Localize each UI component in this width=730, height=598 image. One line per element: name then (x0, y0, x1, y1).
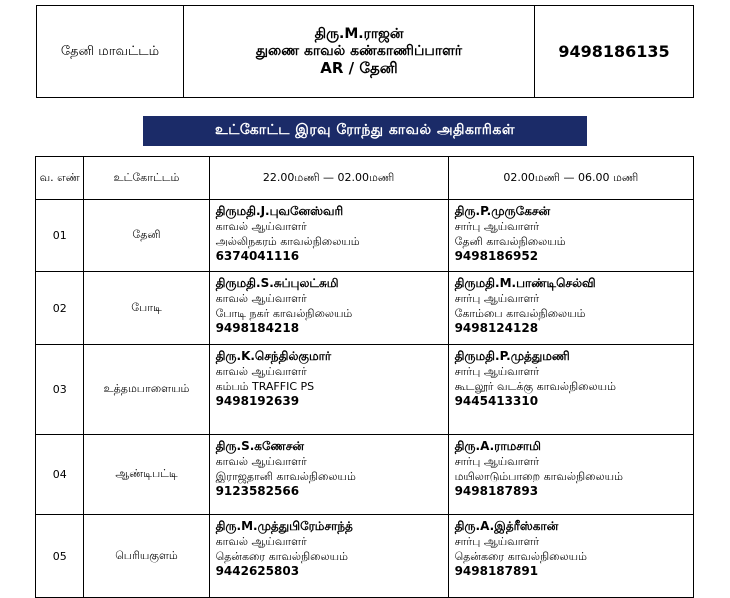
officer-name: திரு.M.ராஜன் (314, 26, 404, 42)
officer-designation: சார்பு ஆய்வாளர் (454, 535, 540, 548)
header-shift2: 02.00மணி — 06.00 மணி (448, 157, 693, 200)
officer-designation: சார்பு ஆய்வாளர் (454, 292, 540, 305)
shift1-officer (209, 200, 448, 272)
officer-designation: காவல் ஆய்வாளர் (215, 292, 307, 305)
row-subdivision: தேனி (84, 200, 209, 272)
officer-phone: 9123582566 (215, 484, 300, 498)
officer-designation: சார்பு ஆய்வாளர் (454, 365, 540, 378)
row-subdivision: உத்தமபாளையம் (84, 345, 209, 435)
table-header-row (36, 157, 694, 200)
row-subdivision: பெரியகுளம் (84, 515, 209, 598)
officer-name: திரு.K.செந்தில்குமார் (215, 349, 332, 363)
officer-station: தென்கரை காவல்நிலையம் (215, 550, 348, 563)
shift2-officer (448, 200, 693, 272)
patrol-table (35, 156, 694, 598)
banner-title: உட்கோட்ட இரவு ரோந்து காவல் அதிகாரிகள் (143, 116, 587, 146)
officer-designation: சார்பு ஆய்வாளர் (454, 455, 540, 468)
officer-station: அல்லிநகரம் காவல்நிலையம் (215, 235, 360, 248)
table-row (36, 515, 694, 598)
table-row (36, 272, 694, 345)
table-row (36, 435, 694, 515)
shift2-officer (448, 272, 693, 345)
shift1-officer (209, 272, 448, 345)
officer-station: கூடலூர் வடக்கு காவல்நிலையம் (454, 380, 616, 393)
row-sno: 04 (36, 435, 84, 515)
officer-designation: காவல் ஆய்வாளர் (215, 535, 307, 548)
officer-name: திருமதி.S.சுப்புலட்சுமி (215, 276, 339, 290)
table-row (36, 200, 694, 272)
officer-phone: 9498186952 (454, 249, 539, 263)
row-sno: 01 (36, 200, 84, 272)
header-shift1: 22.00மணி — 02.00மணி (209, 157, 448, 200)
officer-name: திரு.A.ராமசாமி (454, 439, 541, 453)
row-sno: 03 (36, 345, 84, 435)
header-subdivision: உட்கோட்டம் (84, 157, 209, 200)
officer-designation: காவல் ஆய்வாளர் (215, 365, 307, 378)
officer-name: திருமதி.P.முத்துமணி (454, 349, 570, 363)
shift2-officer (448, 515, 693, 598)
shift2-officer (448, 345, 693, 435)
officer-phone: 9445413310 (454, 394, 539, 408)
header-sno: வ. எண் (36, 157, 84, 200)
officer-phone: 9498192639 (215, 394, 300, 408)
officer-name: திரு.M.முத்துபிரேம்சாந்த் (215, 519, 353, 533)
officer-station: மயிலாடும்பாறை காவல்நிலையம் (454, 470, 623, 483)
row-sno: 05 (36, 515, 84, 598)
officer-phone: 9498187893 (454, 484, 539, 498)
officer-name: திருமதி.M.பாண்டிசெல்வி (454, 276, 596, 290)
officer-station: தேனி காவல்நிலையம் (454, 235, 566, 248)
row-subdivision: போடி (84, 272, 209, 345)
officer-designation: சார்பு ஆய்வாளர் (454, 220, 540, 233)
shift1-officer (209, 515, 448, 598)
officer-phone: 9498124128 (454, 321, 539, 335)
officer-name: திரு.A.இத்ரீஸ்கான் (454, 519, 559, 533)
header-table (36, 5, 694, 98)
shift1-officer (209, 435, 448, 515)
officer-phone: 9498186135 (535, 6, 694, 98)
officer-name: திரு.S.கணேசன் (215, 439, 305, 453)
row-subdivision: ஆண்டிபட்டி (84, 435, 209, 515)
officer-designation: துணை காவல் கண்காணிப்பாளர் (255, 43, 463, 59)
district-name: தேனி மாவட்டம் (37, 6, 184, 98)
shift1-officer (209, 345, 448, 435)
officer-cell (184, 6, 535, 98)
table-row (36, 345, 694, 435)
officer-station: இராஜதானி காவல்நிலையம் (215, 470, 356, 483)
officer-station: தென்கரை காவல்நிலையம் (454, 550, 587, 563)
officer-name: திருமதி.J.புவனேஸ்வரி (215, 204, 344, 218)
officer-designation: காவல் ஆய்வாளர் (215, 455, 307, 468)
officer-station: கோம்பை காவல்நிலையம் (454, 307, 586, 320)
shift2-officer (448, 435, 693, 515)
row-sno: 02 (36, 272, 84, 345)
officer-unit: AR / தேனி (320, 59, 398, 77)
officer-station: கம்பம் TRAFFIC PS (215, 380, 315, 393)
officer-name: திரு.P.முருகேசன் (454, 204, 551, 218)
officer-phone: 6374041116 (215, 249, 300, 263)
officer-phone: 9498187891 (454, 564, 539, 578)
officer-phone: 9498184218 (215, 321, 300, 335)
officer-station: போடி நகர் காவல்நிலையம் (215, 307, 353, 320)
officer-designation: காவல் ஆய்வாளர் (215, 220, 307, 233)
officer-phone: 9442625803 (215, 564, 300, 578)
